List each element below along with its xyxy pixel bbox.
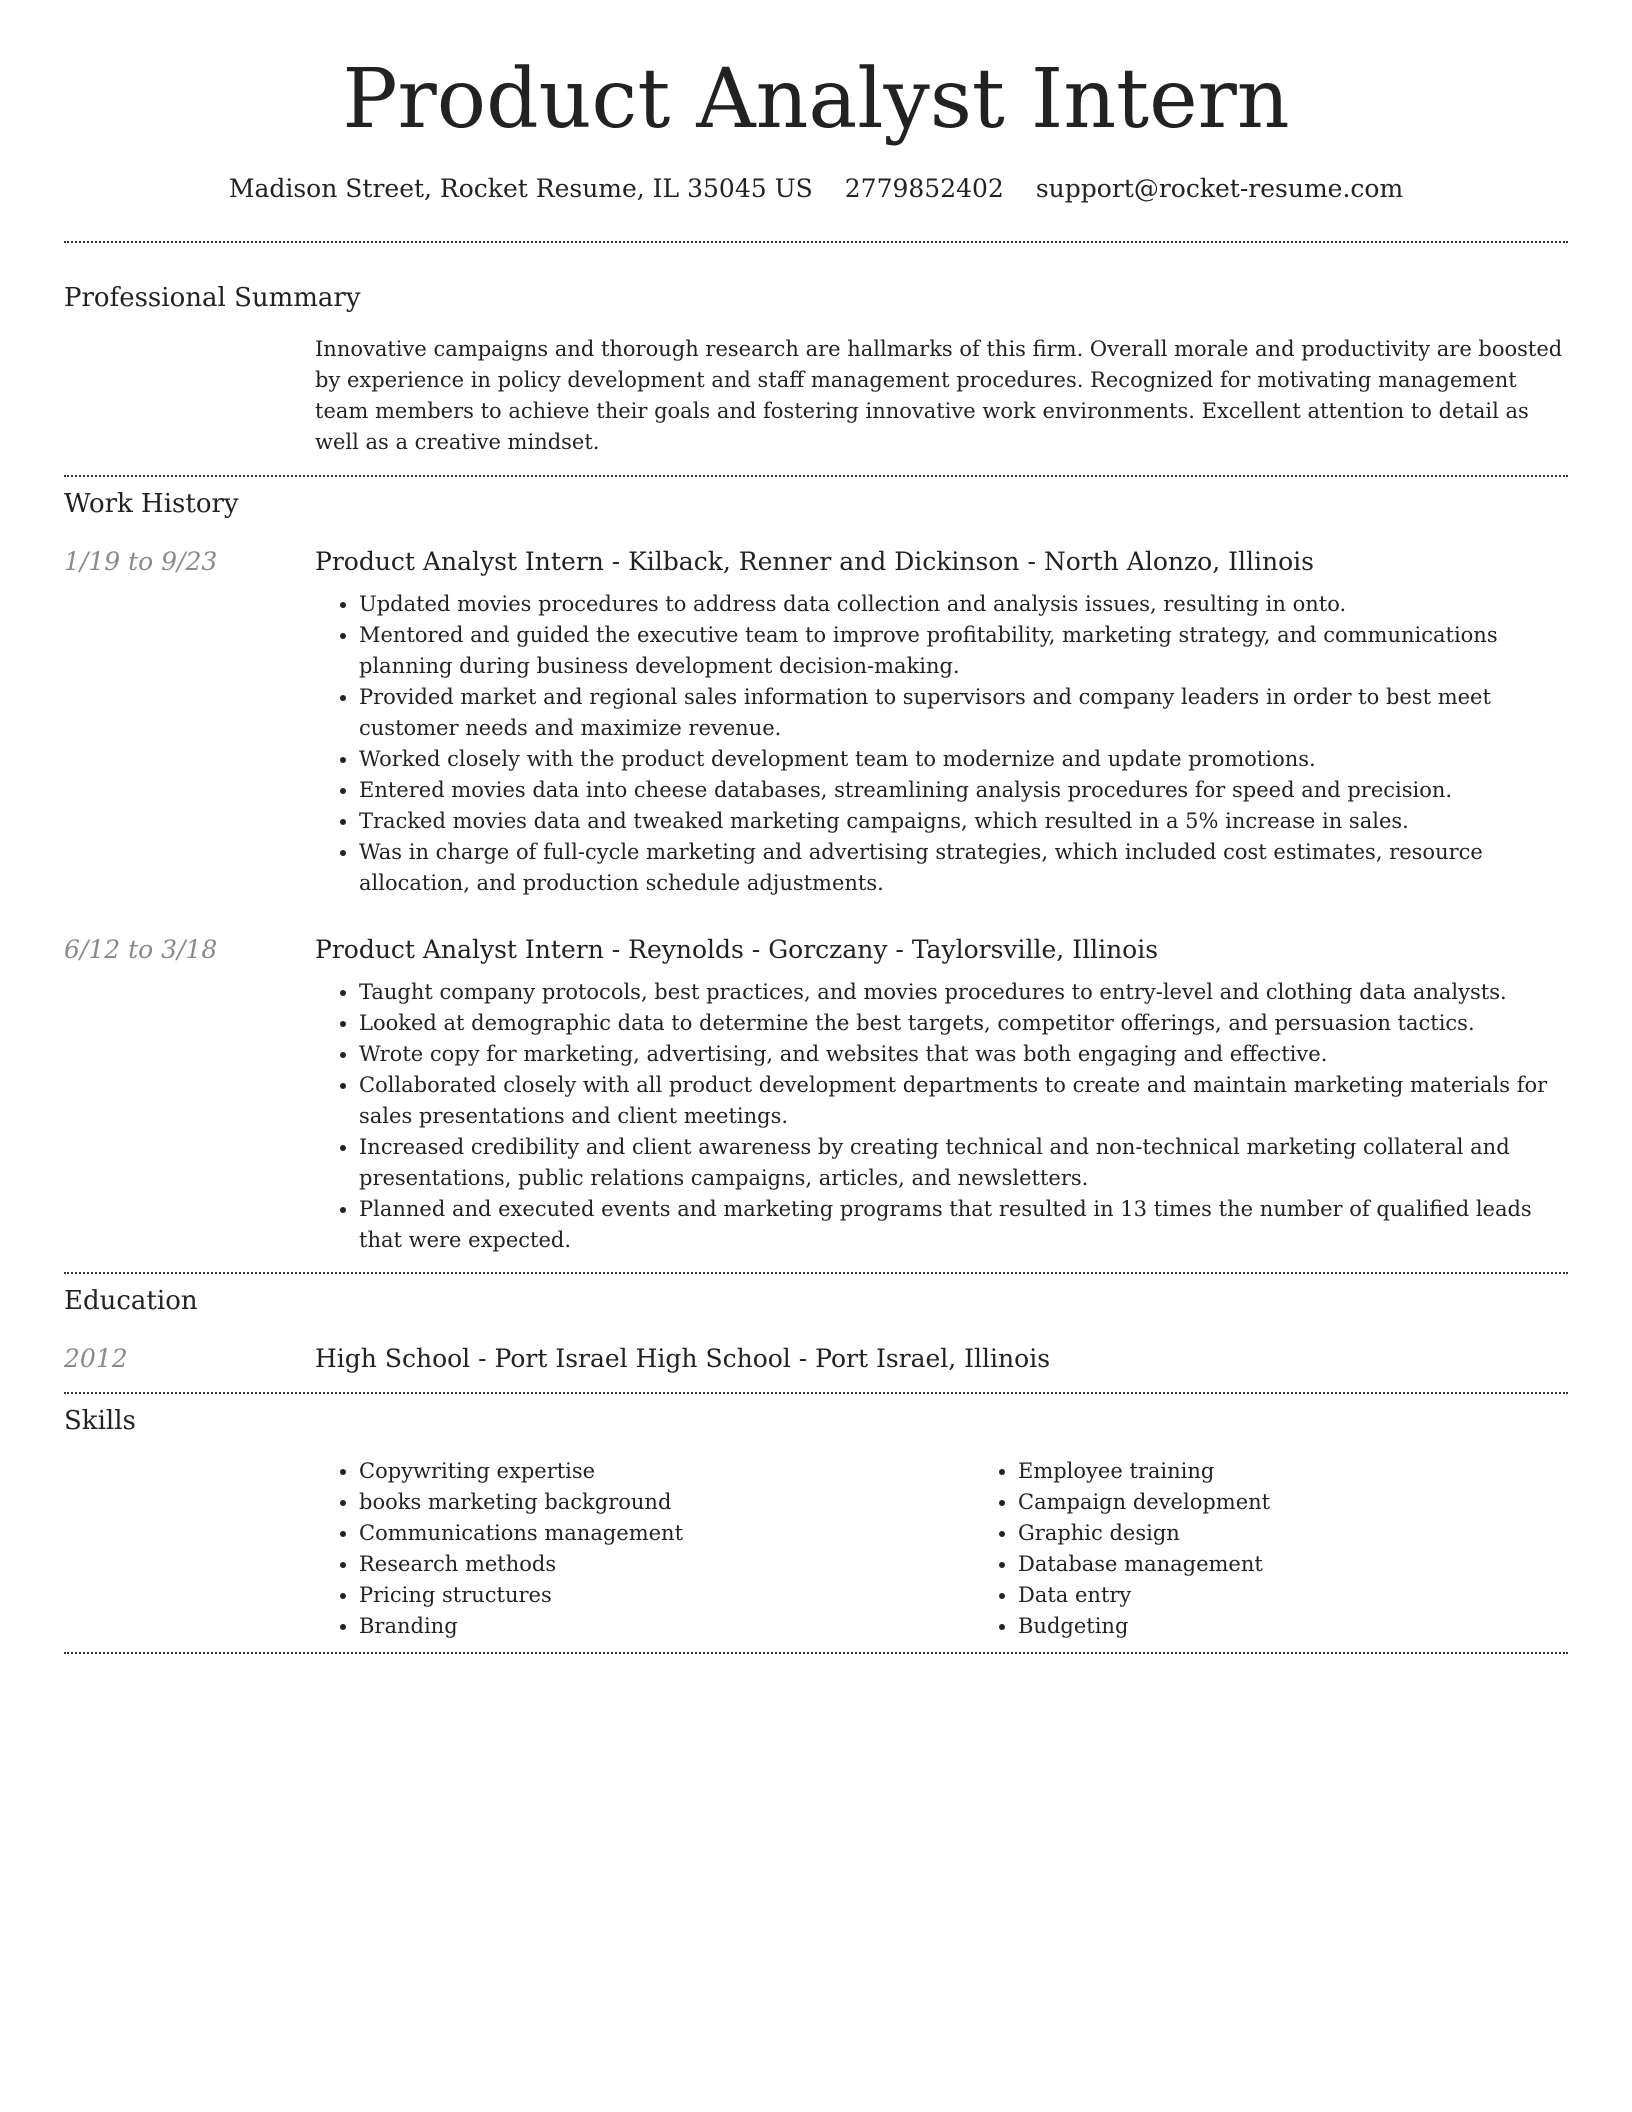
job-bullet: • Tracked movies data and tweaked marketing campaigns, which resulted in a 5% increase in sales. — [359, 806, 1568, 837]
job-bullet: • Provided market and regional sales information to supervisors and company leaders in order to best meet customer needs and maximize revenue. — [359, 682, 1568, 744]
job-bullet: • Updated movies procedures to address data collection and analysis issues, resulting in onto. — [359, 589, 1568, 620]
section-title-summary: Professional Summary — [64, 283, 361, 313]
summary-text: Innovative campaigns and thorough research are hallmarks of this firm. Overall morale and productivity are boosted by experience in policy development and staff management procedures. Recognized for motivating management team members to achieve their goals and fostering innovative work environments. Excellent attention to detail as well as a creative mindset. — [315, 337, 1563, 454]
work-history-section — [64, 477, 1568, 1256]
job-bullet: • Mentored and guided the executive team to improve profitability, marketing strategy, and communications planning during business development decision-making. — [359, 620, 1568, 682]
job-dates: 1/19 to 9/23 — [64, 547, 218, 576]
job-entry — [64, 545, 1568, 899]
job-bullet: • Looked at demographic data to determine the best targets, competitor offerings, and persuasion tactics. — [359, 1008, 1568, 1039]
job-entry — [64, 933, 1568, 1256]
job-bullet: • Was in charge of full-cycle marketing and advertising strategies, which included cost estimates, resource allocation, and production schedule adjustments. — [359, 837, 1568, 899]
resume-header — [64, 0, 1568, 206]
skill-item: • Branding — [359, 1611, 974, 1642]
job-bullet: • Worked closely with the product development team to modernize and update promotions. — [359, 744, 1568, 775]
job-bullet: • Wrote copy for marketing, advertising, and websites that was both engaging and effective. — [359, 1039, 1568, 1070]
contact-email: support@rocket-resume.com — [1035, 174, 1404, 203]
skill-item: • Database management — [1018, 1549, 1632, 1580]
job-bullet: • Taught company protocols, best practices, and movies procedures to entry-level and clothing data analysts. — [359, 977, 1568, 1008]
section-title-skills: Skills — [64, 1406, 136, 1436]
education-section — [64, 1274, 1568, 1376]
skill-item: • Communications management — [359, 1518, 974, 1549]
skill-item: • Employee training — [1018, 1456, 1632, 1487]
skill-item: • Data entry — [1018, 1580, 1632, 1611]
contact-phone: 2779852402 — [844, 174, 1004, 203]
skills-list-left — [315, 1456, 974, 1642]
job-bullet: • Increased credibility and client awareness by creating technical and non-technical marketing collateral and presentations, public relations campaigns, articles, and newsletters. — [359, 1132, 1568, 1194]
education-entry — [64, 1342, 1568, 1376]
skill-item: • Budgeting — [1018, 1611, 1632, 1642]
candidate-name: Product Analyst Intern — [342, 52, 1290, 147]
summary-section — [64, 243, 1568, 458]
job-bullet: • Entered movies data into cheese databases, streamlining analysis procedures for speed and precision. — [359, 775, 1568, 806]
skill-item: • Research methods — [359, 1549, 974, 1580]
job-bullets — [315, 977, 1568, 1256]
skill-item: • Copywriting expertise — [359, 1456, 974, 1487]
skill-item: • Graphic design — [1018, 1518, 1632, 1549]
job-heading: Product Analyst Intern - Reynolds - Gorczany - Taylorsville, Illinois — [315, 935, 1159, 964]
skills-grid — [315, 1456, 1632, 1642]
skills-section — [64, 1394, 1568, 1642]
contact-address: Madison Street, Rocket Resume, IL 35045 US — [228, 174, 813, 203]
section-title-work-history: Work History — [64, 489, 239, 519]
job-bullet: • Collaborated closely with all product development departments to create and maintain marketing materials for sales presentations and client meetings. — [359, 1070, 1568, 1132]
job-dates: 6/12 to 3/18 — [64, 935, 218, 964]
skills-list-right — [974, 1456, 1632, 1642]
job-bullets — [315, 589, 1568, 899]
section-title-education: Education — [64, 1286, 198, 1316]
job-heading: Product Analyst Intern - Kilback, Renner and Dickinson - North Alonzo, Illinois — [315, 547, 1314, 576]
skill-item: • Campaign development — [1018, 1487, 1632, 1518]
skill-item: • Pricing structures — [359, 1580, 974, 1611]
education-year: 2012 — [64, 1344, 128, 1373]
job-bullet: • Planned and executed events and marketing programs that resulted in 13 times the number of qualified leads that were expected. — [359, 1194, 1568, 1256]
contact-line — [64, 172, 1568, 206]
education-heading: High School - Port Israel High School - Port Israel, Illinois — [315, 1344, 1051, 1373]
divider — [64, 1652, 1568, 1654]
skill-item: • books marketing background — [359, 1487, 974, 1518]
